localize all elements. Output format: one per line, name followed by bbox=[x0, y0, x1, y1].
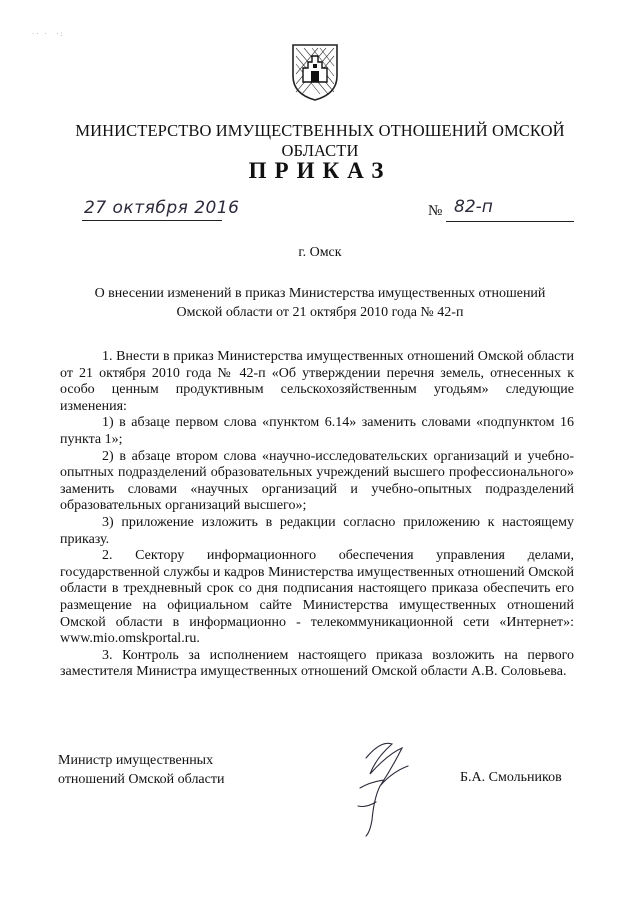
paragraph: 3) приложение изложить в редакции согласно приложению к настоящему приказу. bbox=[60, 514, 574, 547]
order-number-handwritten: 82-п bbox=[454, 197, 493, 217]
order-date-handwritten: 27 октября 2016 bbox=[84, 198, 240, 218]
document-title: ПРИКАЗ bbox=[248, 158, 392, 183]
subject-line: О внесении изменений в приказ Министерства имущественных отношений bbox=[94, 286, 546, 301]
handwritten-signature-icon bbox=[336, 728, 426, 838]
signatory-title-line: Министр имущественных bbox=[58, 753, 214, 768]
subject-line: Омской области от 21 октября 2010 года № 42-п bbox=[176, 305, 464, 320]
scan-marks: ·· · ·: bbox=[32, 30, 65, 38]
paragraph: 2) в абзаце втором слова «научно-исследовательских организаций и учебно-опытных подразделений образовательных учреждений высшего профессионального» заменить словами «научных организаций и учебно-опытных подразделений образовательных организаций высшего»; bbox=[60, 448, 574, 514]
order-body bbox=[60, 349, 574, 681]
number-sign: № bbox=[428, 203, 443, 219]
date-underline bbox=[82, 220, 222, 221]
ministry-name: МИНИСТЕРСТВО ИМУЩЕСТВЕННЫХ ОТНОШЕНИЙ ОМСКОЙ ОБЛАСТИ bbox=[75, 121, 565, 160]
order-subject bbox=[60, 284, 580, 322]
signatory-title-line: отношений Омской области bbox=[58, 772, 225, 787]
paragraph: 1) в абзаце первом слова «пунктом 6.14» заменить словами «подпунктом 16 пункта 1»; bbox=[60, 415, 574, 447]
paragraph: 1. Внести в приказ Министерства имущественных отношений Омской области от 21 октября 2010 года № 42-п «Об утверждении перечня земель, отнесенных к особо ценным продуктивным сельскохозяйственным угодьям» следующие изменения: bbox=[60, 349, 574, 414]
paragraph: 2. Сектору информационного обеспечения управления делами, государственной службы и кадров Министерства имущественных отношений Омской области в трехдневный срок со дня подписания настоящего приказа обеспечить его размещение на официальном сайте Министерства имущественных отношений Омской области в информационно - телекоммуникационной сети «Интернет»: www.mio.omskportal.ru. bbox=[60, 548, 574, 647]
signatory-title bbox=[58, 751, 298, 789]
number-underline bbox=[446, 221, 574, 222]
coat-of-arms-icon bbox=[290, 42, 340, 102]
signatory-name: Б.А. Смольников bbox=[460, 770, 562, 785]
city: г. Омск bbox=[298, 245, 342, 260]
paragraph: 3. Контроль за исполнением настоящего приказа возложить на первого заместителя Министра имущественных отношений Омской области А.В. Соловьева. bbox=[60, 647, 574, 680]
